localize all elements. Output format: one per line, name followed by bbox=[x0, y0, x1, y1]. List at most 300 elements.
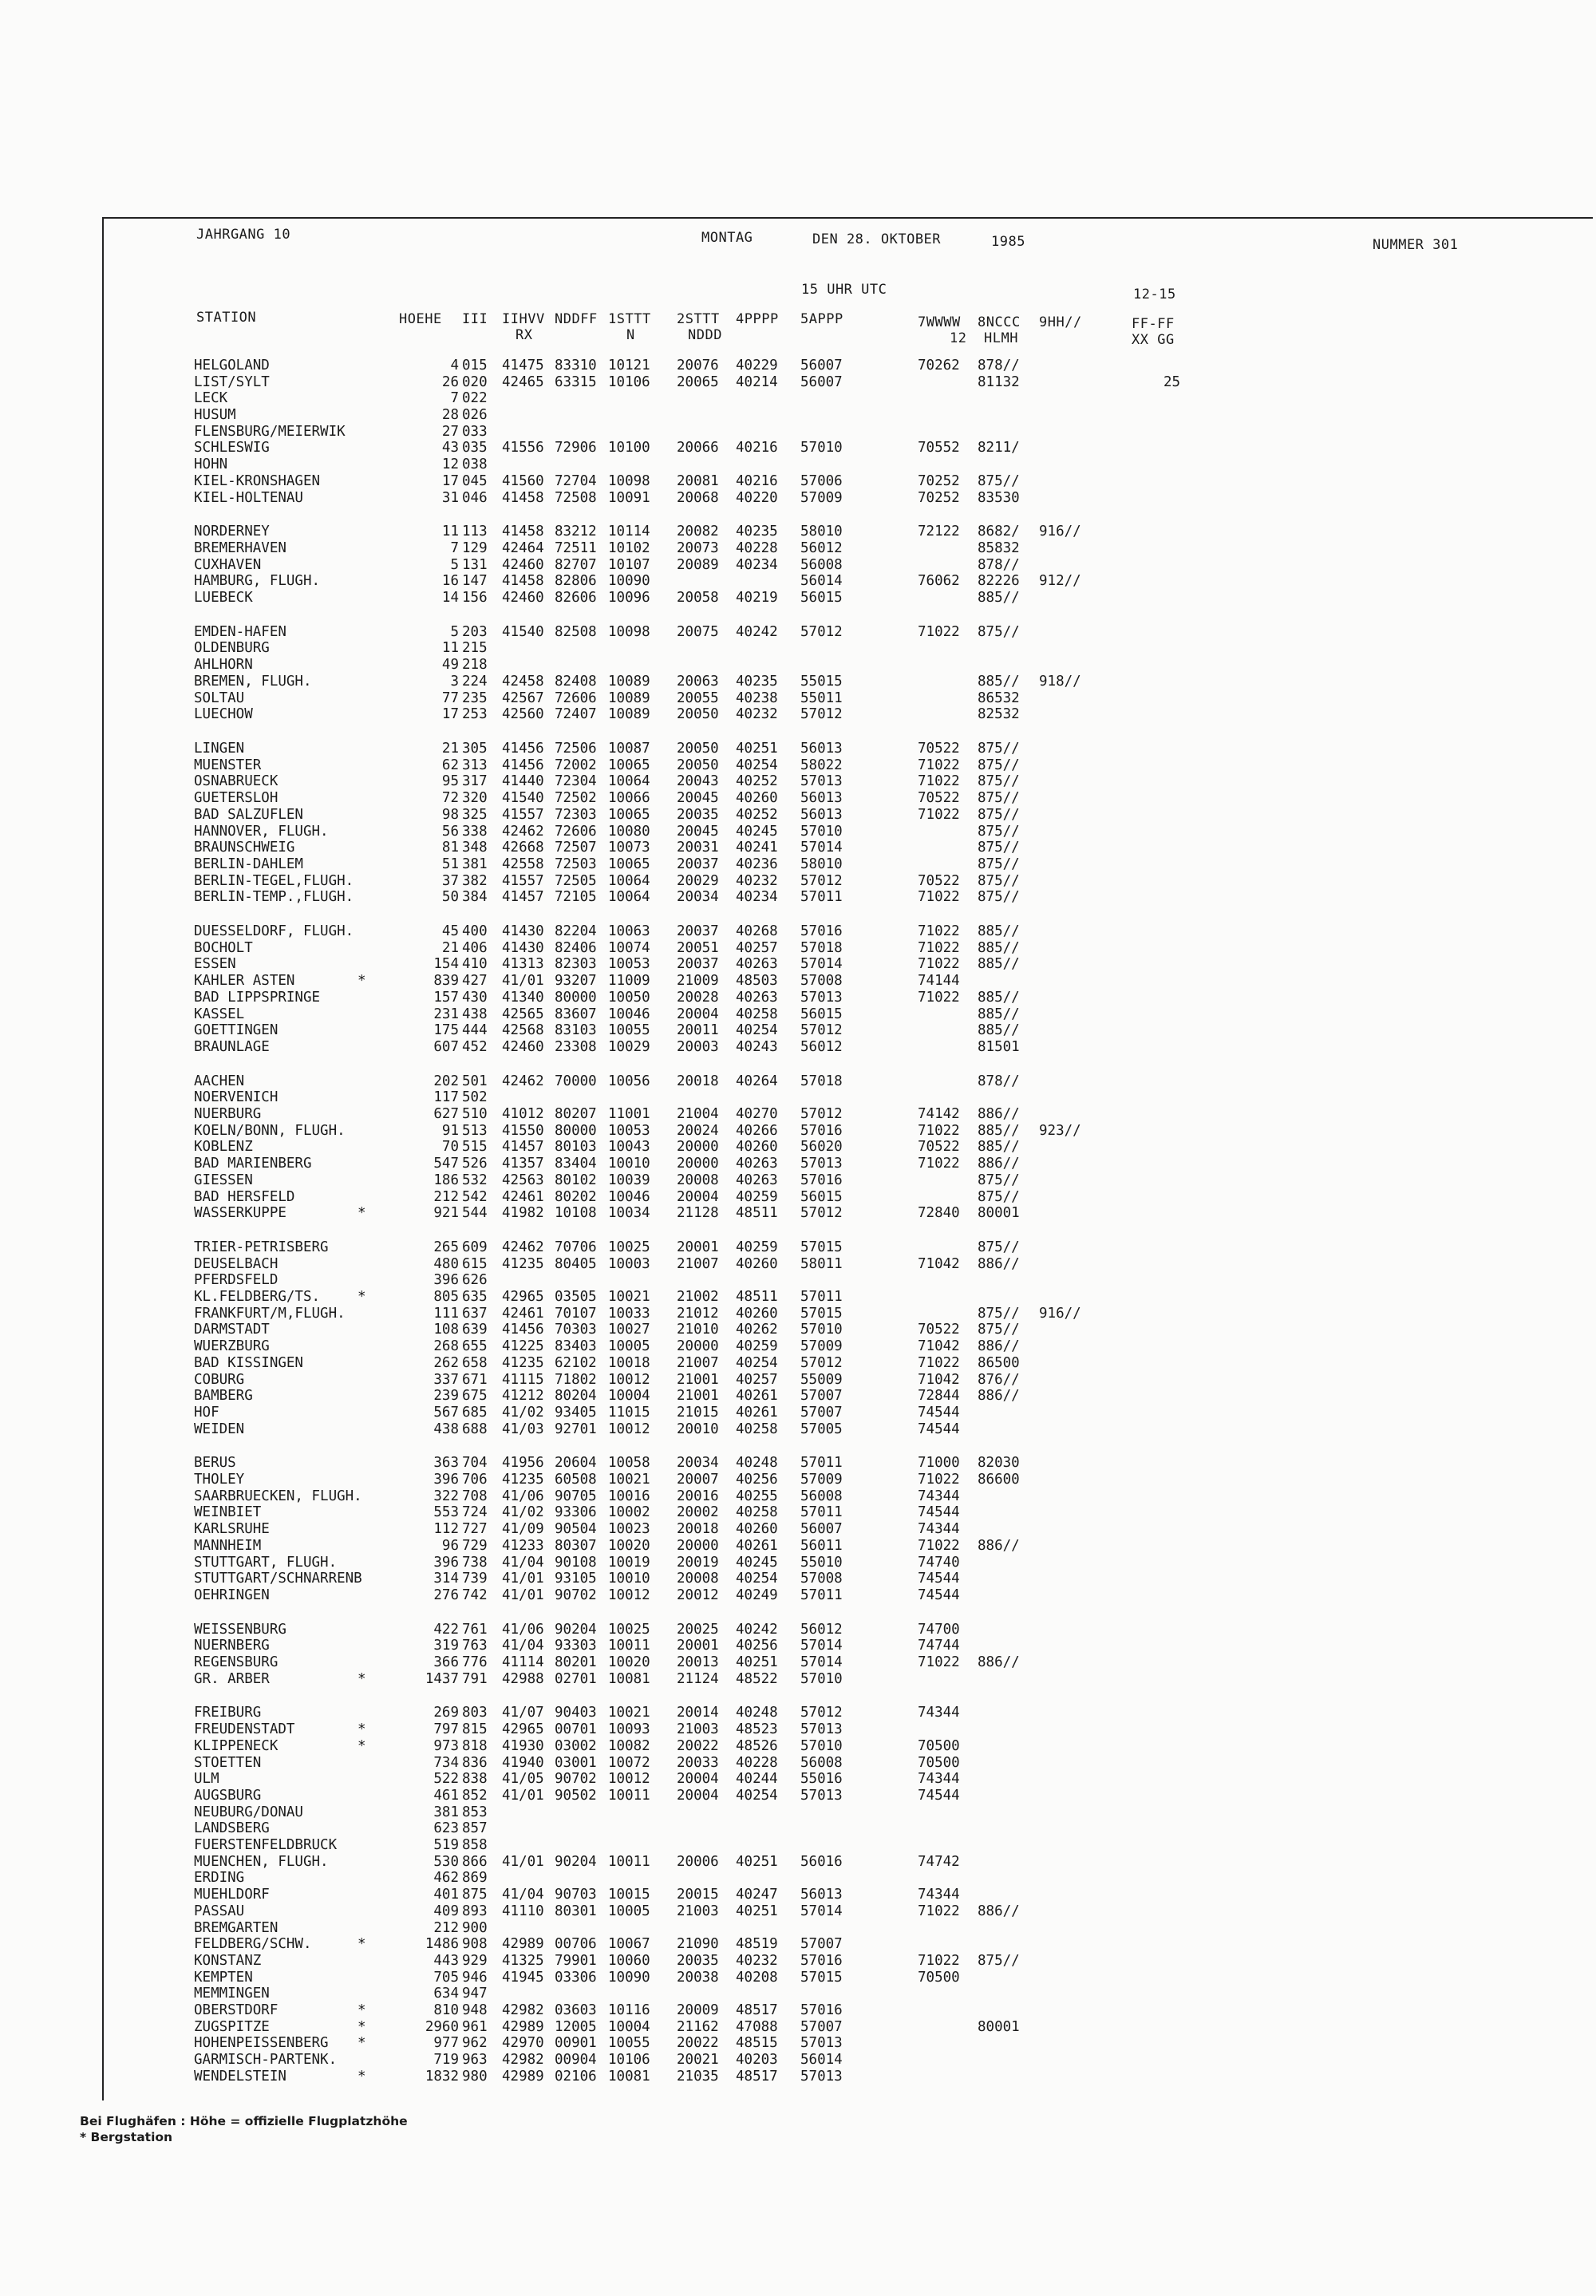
group-7wwww: 71022 bbox=[918, 1472, 960, 1488]
group-8nccc: 8682/ bbox=[978, 524, 1020, 539]
station-name: BRAUNSCHWEIG bbox=[194, 840, 295, 856]
group-7wwww: 70522 bbox=[918, 1322, 960, 1338]
group-4pppp: 40261 bbox=[736, 1538, 778, 1554]
group-nddff: 00701 bbox=[555, 1721, 597, 1737]
group-4pppp: 48503 bbox=[736, 973, 778, 989]
height-value: 553 bbox=[433, 1504, 459, 1520]
station-name: KIEL-HOLTENAU bbox=[194, 490, 303, 506]
station-name: THOLEY bbox=[194, 1472, 245, 1488]
group-8nccc: 875// bbox=[978, 1172, 1020, 1188]
group-2sttt: 21001 bbox=[677, 1388, 719, 1404]
group-5appp: 57007 bbox=[800, 1388, 843, 1404]
group-7wwww: 70252 bbox=[918, 473, 960, 489]
group-4pppp: 40260 bbox=[736, 1139, 778, 1155]
station-name: FELDBERG/SCHW. bbox=[194, 1936, 312, 1952]
station-id: 729 bbox=[462, 1538, 488, 1554]
height-value: 17 bbox=[441, 706, 459, 722]
station-id: 430 bbox=[462, 990, 488, 1006]
height-value: 17 bbox=[441, 473, 459, 489]
group-2sttt: 21003 bbox=[677, 1721, 719, 1737]
height-value: 7 bbox=[450, 540, 459, 556]
height-value: 443 bbox=[433, 1953, 459, 1969]
group-7wwww: 70252 bbox=[918, 490, 960, 506]
group-8nccc: 878// bbox=[978, 1073, 1020, 1089]
group-1sttt: 10060 bbox=[608, 1953, 650, 1969]
group-2sttt: 21002 bbox=[677, 1289, 719, 1305]
group-nddff: 80207 bbox=[555, 1106, 597, 1122]
station-id: 615 bbox=[462, 1256, 488, 1272]
height-value: 805 bbox=[433, 1289, 459, 1305]
group-4pppp: 48517 bbox=[736, 2069, 778, 2085]
station-name: GARMISCH-PARTENK. bbox=[194, 2052, 338, 2068]
station-id: 763 bbox=[462, 1638, 488, 1654]
group-1sttt: 10067 bbox=[608, 1936, 650, 1952]
group-2sttt: 20037 bbox=[677, 956, 719, 972]
group-nddff: 00706 bbox=[555, 1936, 597, 1952]
group-2sttt: 20025 bbox=[677, 1622, 719, 1638]
station-id: 704 bbox=[462, 1455, 488, 1471]
station-name: BREMGARTEN bbox=[194, 1920, 279, 1936]
station-id: 382 bbox=[462, 873, 488, 889]
group-1sttt: 11015 bbox=[608, 1405, 650, 1421]
station-name: MUEHLDORF bbox=[194, 1887, 270, 1903]
group-8nccc: 85832 bbox=[978, 540, 1020, 556]
height-value: 366 bbox=[433, 1654, 459, 1670]
mountain-marker: * bbox=[358, 2035, 366, 2051]
group-2sttt: 20034 bbox=[677, 889, 719, 905]
group-2sttt: 20022 bbox=[677, 2035, 719, 2051]
station-id: 639 bbox=[462, 1322, 488, 1338]
group-nddff: 23308 bbox=[555, 1039, 597, 1055]
group-5appp: 57016 bbox=[800, 1123, 843, 1139]
col-8nccc: 8NCCC bbox=[978, 314, 1021, 330]
group-5appp: 56013 bbox=[800, 1887, 843, 1903]
group-5appp: 57005 bbox=[800, 1421, 843, 1437]
station-id: 338 bbox=[462, 824, 488, 840]
group-nddff: 00901 bbox=[555, 2035, 597, 2051]
station-id: 947 bbox=[462, 1986, 488, 2002]
height-value: 322 bbox=[433, 1488, 459, 1504]
station-name: LUEBECK bbox=[194, 590, 253, 606]
group-nddff: 82408 bbox=[555, 674, 597, 690]
height-value: 49 bbox=[441, 657, 459, 673]
group-2sttt: 21090 bbox=[677, 1936, 719, 1952]
group-5appp: 57016 bbox=[800, 1953, 843, 1969]
col-rx: RX bbox=[516, 327, 533, 343]
group-iihvv: 41/06 bbox=[502, 1622, 544, 1638]
group-8nccc: 875// bbox=[978, 824, 1020, 840]
group-5appp: 57012 bbox=[800, 1355, 843, 1371]
group-1sttt: 10089 bbox=[608, 706, 650, 722]
group-iihvv: 41/04 bbox=[502, 1555, 544, 1571]
group-5appp: 56014 bbox=[800, 2052, 843, 2068]
group-4pppp: 40232 bbox=[736, 706, 778, 722]
station-name: BAD HERSFELD bbox=[194, 1189, 295, 1205]
group-7wwww: 70500 bbox=[918, 1970, 960, 1986]
station-name: GUETERSLOH bbox=[194, 790, 279, 806]
group-iihvv: 41945 bbox=[502, 1970, 544, 1986]
group-iihvv: 42563 bbox=[502, 1172, 544, 1188]
group-4pppp: 40252 bbox=[736, 807, 778, 823]
group-iihvv: 41357 bbox=[502, 1156, 544, 1172]
group-2sttt: 21162 bbox=[677, 2019, 719, 2035]
group-1sttt: 10082 bbox=[608, 1738, 650, 1754]
group-2sttt: 20037 bbox=[677, 856, 719, 872]
station-id: 215 bbox=[462, 640, 488, 656]
group-1sttt: 10021 bbox=[608, 1705, 650, 1721]
group-iihvv: 41556 bbox=[502, 440, 544, 456]
group-4pppp: 40232 bbox=[736, 1953, 778, 1969]
height-value: 396 bbox=[433, 1472, 459, 1488]
group-1sttt: 10046 bbox=[608, 1006, 650, 1022]
group-1sttt: 10012 bbox=[608, 1771, 650, 1787]
group-2sttt: 20050 bbox=[677, 706, 719, 722]
group-1sttt: 10064 bbox=[608, 773, 650, 789]
group-4pppp: 40255 bbox=[736, 1488, 778, 1504]
station-id: 706 bbox=[462, 1472, 488, 1488]
group-5appp: 55010 bbox=[800, 1555, 843, 1571]
station-id: 501 bbox=[462, 1073, 488, 1089]
group-5appp: 57013 bbox=[800, 1721, 843, 1737]
group-8nccc: 886// bbox=[978, 1654, 1020, 1670]
station-name: WUERZBURG bbox=[194, 1338, 270, 1354]
station-name: ULM bbox=[194, 1771, 219, 1787]
station-name: KAHLER ASTEN bbox=[194, 973, 295, 989]
group-2sttt: 20050 bbox=[677, 741, 719, 757]
station-name: ESSEN bbox=[194, 956, 236, 972]
station-id: 893 bbox=[462, 1903, 488, 1919]
group-iihvv: 42989 bbox=[502, 1936, 544, 1952]
group-4pppp: 40258 bbox=[736, 1006, 778, 1022]
height-value: 381 bbox=[433, 1804, 459, 1820]
group-2sttt: 20019 bbox=[677, 1555, 719, 1571]
height-value: 186 bbox=[433, 1172, 459, 1188]
group-nddff: 03001 bbox=[555, 1755, 597, 1771]
station-id: 381 bbox=[462, 856, 488, 872]
group-nddff: 83403 bbox=[555, 1338, 597, 1354]
group-4pppp: 40245 bbox=[736, 1555, 778, 1571]
height-value: 98 bbox=[441, 807, 459, 823]
group-2sttt: 20068 bbox=[677, 490, 719, 506]
station-id: 020 bbox=[462, 374, 488, 390]
height-value: 977 bbox=[433, 2035, 459, 2051]
group-7wwww: 72844 bbox=[918, 1388, 960, 1404]
station-id: 253 bbox=[462, 706, 488, 722]
group-2sttt: 20082 bbox=[677, 524, 719, 539]
group-4pppp: 40254 bbox=[736, 1788, 778, 1804]
group-8nccc: 886// bbox=[978, 1338, 1020, 1354]
height-value: 396 bbox=[433, 1555, 459, 1571]
group-iihvv: 41458 bbox=[502, 524, 544, 539]
station-id: 156 bbox=[462, 590, 488, 606]
station-name: BRAUNLAGE bbox=[194, 1039, 270, 1055]
station-name: NORDERNEY bbox=[194, 524, 270, 539]
station-name: HUSUM bbox=[194, 407, 236, 423]
group-7wwww: 71042 bbox=[918, 1256, 960, 1272]
group-4pppp: 40232 bbox=[736, 873, 778, 889]
group-8nccc: 885// bbox=[978, 940, 1020, 956]
group-5appp: 57009 bbox=[800, 1338, 843, 1354]
group-7wwww: 71022 bbox=[918, 773, 960, 789]
group-4pppp: 40216 bbox=[736, 440, 778, 456]
group-1sttt: 10058 bbox=[608, 1455, 650, 1471]
group-1sttt: 10034 bbox=[608, 1205, 650, 1221]
height-value: 72 bbox=[441, 790, 459, 806]
group-5appp: 57013 bbox=[800, 2069, 843, 2085]
group-nddff: 90204 bbox=[555, 1854, 597, 1870]
col-nddd: NDDD bbox=[688, 327, 722, 343]
group-5appp: 58011 bbox=[800, 1256, 843, 1272]
group-iihvv: 41560 bbox=[502, 473, 544, 489]
height-value: 21 bbox=[441, 741, 459, 757]
group-1sttt: 10114 bbox=[608, 524, 650, 539]
group-4pppp: 40251 bbox=[736, 741, 778, 757]
period-label: 12-15 bbox=[1133, 287, 1176, 302]
station-name: MUENSTER bbox=[194, 757, 262, 773]
group-nddff: 93306 bbox=[555, 1504, 597, 1520]
group-nddff: 92701 bbox=[555, 1421, 597, 1437]
mountain-marker: * bbox=[358, 1289, 366, 1305]
station-id: 869 bbox=[462, 1870, 488, 1886]
footnote-mountain-station: * Bergstation bbox=[80, 2130, 173, 2144]
col-station: STATION bbox=[196, 310, 257, 326]
height-value: 111 bbox=[433, 1306, 459, 1322]
station-name: BREMEN, FLUGH. bbox=[194, 674, 312, 690]
group-5appp: 57012 bbox=[800, 1205, 843, 1221]
group-1sttt: 10011 bbox=[608, 1788, 650, 1804]
group-iihvv: 41/09 bbox=[502, 1521, 544, 1537]
group-8nccc: 875// bbox=[978, 1306, 1020, 1322]
group-1sttt: 10005 bbox=[608, 1338, 650, 1354]
group-2sttt: 21003 bbox=[677, 1903, 719, 1919]
group-7wwww: 71022 bbox=[918, 1538, 960, 1554]
group-nddff: 72507 bbox=[555, 840, 597, 856]
height-value: 4 bbox=[450, 358, 459, 373]
group-8nccc: 875// bbox=[978, 840, 1020, 856]
group-2sttt: 20029 bbox=[677, 873, 719, 889]
group-8nccc: 885// bbox=[978, 923, 1020, 939]
group-1sttt: 10100 bbox=[608, 440, 650, 456]
group-4pppp: 40228 bbox=[736, 540, 778, 556]
group-7wwww: 70522 bbox=[918, 741, 960, 757]
group-9hh: 918// bbox=[1039, 674, 1081, 690]
group-5appp: 56008 bbox=[800, 1755, 843, 1771]
height-value: 363 bbox=[433, 1455, 459, 1471]
group-iihvv: 42982 bbox=[502, 2002, 544, 2018]
col-9hh: 9HH// bbox=[1039, 314, 1082, 330]
station-name: HOHN bbox=[194, 456, 228, 472]
group-iihvv: 42568 bbox=[502, 1022, 544, 1038]
group-iihvv: 42460 bbox=[502, 1039, 544, 1055]
group-4pppp: 40256 bbox=[736, 1472, 778, 1488]
group-2sttt: 20045 bbox=[677, 824, 719, 840]
group-nddff: 72511 bbox=[555, 540, 597, 556]
group-iihvv: 41114 bbox=[502, 1654, 544, 1670]
group-4pppp: 40235 bbox=[736, 674, 778, 690]
group-1sttt: 10004 bbox=[608, 2019, 650, 2035]
group-4pppp: 40248 bbox=[736, 1455, 778, 1471]
group-7wwww: 71042 bbox=[918, 1372, 960, 1388]
group-1sttt: 11009 bbox=[608, 973, 650, 989]
group-1sttt: 10019 bbox=[608, 1555, 650, 1571]
station-id: 015 bbox=[462, 358, 488, 373]
group-7wwww: 70552 bbox=[918, 440, 960, 456]
group-nddff: 72508 bbox=[555, 490, 597, 506]
group-8nccc: 875// bbox=[978, 807, 1020, 823]
footnotes bbox=[80, 2113, 408, 2145]
group-2sttt: 20000 bbox=[677, 1139, 719, 1155]
group-nddff: 80000 bbox=[555, 1123, 597, 1139]
station-id: 655 bbox=[462, 1338, 488, 1354]
station-name: KOBLENZ bbox=[194, 1139, 253, 1155]
station-name: DUESSELDORF, FLUGH. bbox=[194, 923, 354, 939]
group-iihvv: 41325 bbox=[502, 1953, 544, 1969]
group-4pppp: 40261 bbox=[736, 1405, 778, 1421]
group-7wwww: 74544 bbox=[918, 1788, 960, 1804]
group-iihvv: 41340 bbox=[502, 990, 544, 1006]
mountain-marker: * bbox=[358, 2002, 366, 2018]
group-8nccc: 885// bbox=[978, 1006, 1020, 1022]
group-1sttt: 10063 bbox=[608, 923, 650, 939]
height-value: 11 bbox=[441, 524, 459, 539]
group-5appp: 56007 bbox=[800, 374, 843, 390]
group-4pppp: 40254 bbox=[736, 757, 778, 773]
group-iihvv: 41456 bbox=[502, 1322, 544, 1338]
group-nddff: 72506 bbox=[555, 741, 597, 757]
group-7wwww: 71022 bbox=[918, 1953, 960, 1969]
mountain-marker: * bbox=[358, 2019, 366, 2035]
station-id: 609 bbox=[462, 1239, 488, 1255]
station-id: 658 bbox=[462, 1355, 488, 1371]
group-nddff: 82806 bbox=[555, 573, 597, 589]
group-iihvv: 41430 bbox=[502, 923, 544, 939]
group-2sttt: 20076 bbox=[677, 358, 719, 373]
group-1sttt: 11001 bbox=[608, 1106, 650, 1122]
group-9hh: 923// bbox=[1039, 1123, 1081, 1139]
group-5appp: 57016 bbox=[800, 923, 843, 939]
group-2sttt: 20035 bbox=[677, 1953, 719, 1969]
group-8nccc: 80001 bbox=[978, 1205, 1020, 1221]
group-iihvv: 41540 bbox=[502, 624, 544, 640]
group-4pppp: 40241 bbox=[736, 840, 778, 856]
group-nddff: 70303 bbox=[555, 1322, 597, 1338]
group-5appp: 57018 bbox=[800, 1073, 843, 1089]
station-id: 818 bbox=[462, 1738, 488, 1754]
group-5appp: 57013 bbox=[800, 2035, 843, 2051]
group-1sttt: 10053 bbox=[608, 956, 650, 972]
group-iihvv: 41235 bbox=[502, 1256, 544, 1272]
group-5appp: 57013 bbox=[800, 1788, 843, 1804]
group-4pppp: 40258 bbox=[736, 1421, 778, 1437]
group-iihvv: 42460 bbox=[502, 590, 544, 606]
station-id: 739 bbox=[462, 1571, 488, 1587]
station-name: OSNABRUECK bbox=[194, 773, 279, 789]
group-1sttt: 10025 bbox=[608, 1622, 650, 1638]
group-2sttt: 20037 bbox=[677, 923, 719, 939]
group-2sttt: 21124 bbox=[677, 1671, 719, 1687]
station-name: KEMPTEN bbox=[194, 1970, 253, 1986]
height-value: 705 bbox=[433, 1970, 459, 1986]
group-4pppp: 40216 bbox=[736, 473, 778, 489]
group-iihvv: 42982 bbox=[502, 2052, 544, 2068]
group-nddff: 72606 bbox=[555, 824, 597, 840]
group-nddff: 72407 bbox=[555, 706, 597, 722]
group-4pppp: 48523 bbox=[736, 1721, 778, 1737]
group-iihvv: 41557 bbox=[502, 873, 544, 889]
group-1sttt: 10106 bbox=[608, 374, 650, 390]
mountain-marker: * bbox=[358, 1671, 366, 1687]
group-2sttt: 20016 bbox=[677, 1488, 719, 1504]
group-1sttt: 10098 bbox=[608, 624, 650, 640]
group-iihvv: 42462 bbox=[502, 1239, 544, 1255]
group-8nccc: 878// bbox=[978, 358, 1020, 373]
height-value: 268 bbox=[433, 1338, 459, 1354]
group-5appp: 57012 bbox=[800, 873, 843, 889]
group-7wwww: 71022 bbox=[918, 1903, 960, 1919]
group-4pppp: 48526 bbox=[736, 1738, 778, 1754]
group-7wwww: 70522 bbox=[918, 1139, 960, 1155]
col-5appp: 5APPP bbox=[800, 311, 843, 327]
group-2sttt: 20015 bbox=[677, 1887, 719, 1903]
group-nddff: 82204 bbox=[555, 923, 597, 939]
group-4pppp: 40263 bbox=[736, 1156, 778, 1172]
group-8nccc: 875// bbox=[978, 624, 1020, 640]
station-name: KONSTANZ bbox=[194, 1953, 262, 1969]
col-xxgg: XX GG bbox=[1132, 332, 1175, 348]
col-2sttt: 2STTT bbox=[677, 311, 720, 327]
station-name: KIEL-KRONSHAGEN bbox=[194, 473, 321, 489]
group-1sttt: 10003 bbox=[608, 1256, 650, 1272]
group-ffff: 25 bbox=[1163, 374, 1181, 390]
station-name: KOELN/BONN, FLUGH. bbox=[194, 1123, 346, 1139]
group-4pppp: 40249 bbox=[736, 1587, 778, 1603]
height-value: 45 bbox=[441, 923, 459, 939]
group-nddff: 72502 bbox=[555, 790, 597, 806]
group-nddff: 02106 bbox=[555, 2069, 597, 2085]
station-name: BERUS bbox=[194, 1455, 236, 1471]
height-value: 438 bbox=[433, 1421, 459, 1437]
group-5appp: 56013 bbox=[800, 807, 843, 823]
station-name: BAD SALZUFLEN bbox=[194, 807, 303, 823]
group-1sttt: 10027 bbox=[608, 1322, 650, 1338]
station-id: 317 bbox=[462, 773, 488, 789]
group-2sttt: 21015 bbox=[677, 1405, 719, 1421]
group-7wwww: 71022 bbox=[918, 1355, 960, 1371]
col-4pppp: 4PPPP bbox=[736, 311, 779, 327]
group-7wwww: 74344 bbox=[918, 1887, 960, 1903]
group-4pppp: 40257 bbox=[736, 1372, 778, 1388]
height-value: 462 bbox=[433, 1870, 459, 1886]
group-nddff: 70107 bbox=[555, 1306, 597, 1322]
station-id: 708 bbox=[462, 1488, 488, 1504]
height-value: 262 bbox=[433, 1355, 459, 1371]
station-name: AACHEN bbox=[194, 1073, 245, 1089]
group-8nccc: 886// bbox=[978, 1256, 1020, 1272]
height-value: 607 bbox=[433, 1039, 459, 1055]
group-2sttt: 21009 bbox=[677, 973, 719, 989]
station-name: KARLSRUHE bbox=[194, 1521, 270, 1537]
station-id: 791 bbox=[462, 1671, 488, 1687]
height-value: 51 bbox=[441, 856, 459, 872]
group-nddff: 71802 bbox=[555, 1372, 597, 1388]
group-2sttt: 20065 bbox=[677, 374, 719, 390]
group-4pppp: 40245 bbox=[736, 824, 778, 840]
group-5appp: 57008 bbox=[800, 1571, 843, 1587]
group-nddff: 82707 bbox=[555, 557, 597, 573]
station-name: AHLHORN bbox=[194, 657, 253, 673]
group-7wwww: 71022 bbox=[918, 624, 960, 640]
group-5appp: 58010 bbox=[800, 524, 843, 539]
